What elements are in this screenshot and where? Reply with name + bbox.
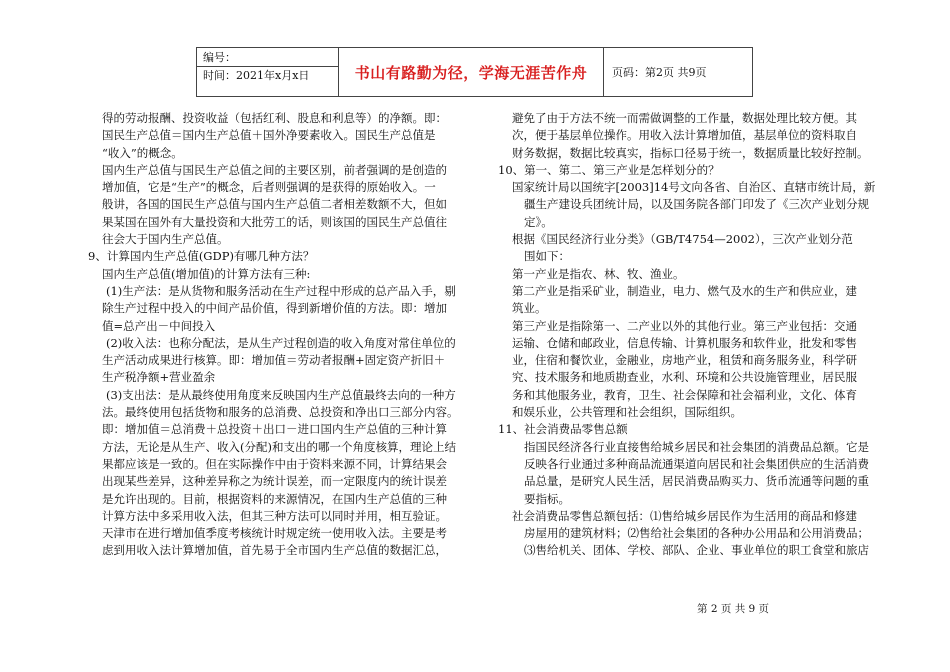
text-line: 国内生产总值与国民生产总值之间的主要区别，前者强调的是创造的 bbox=[102, 162, 447, 177]
section-heading: 11、社会消费品零售总额 bbox=[498, 422, 628, 437]
text-line: 果都应该是一致的。但在实际操作中由于资料来源不同，计算结果会 bbox=[102, 456, 447, 471]
text-line: 生产税净额+营业盈余 bbox=[102, 370, 216, 385]
number-label: 编号： bbox=[203, 51, 236, 64]
text-line: 天津市在进行增加值季度考核统计时规定统一使用收入法。主要是考 bbox=[102, 526, 447, 541]
text-line: 国家统计局以国统字[2003]14号文向各省、自治区、直辖市统计局，新 bbox=[512, 180, 876, 195]
text-line: 社会消费品零售总额包括：⑴售给城乡居民作为生活用的商品和修建 bbox=[512, 508, 857, 523]
text-line: 疆生产建设兵团统计局，以及国务院各部门印发了《三次产业划分规 bbox=[524, 197, 869, 212]
text-line: 法。最终使用包括货物和服务的总消费、总投资和净出口三部分内容。 bbox=[102, 405, 459, 420]
text-line: 要指标。 bbox=[524, 491, 570, 506]
text-line: ⑶售给机关、团体、学校、部队、企业、事业单位的职工食堂和旅店 bbox=[524, 543, 869, 558]
text-line: 第二产业是指采矿业，制造业，电力、燃气及水的生产和供应业，建 bbox=[512, 283, 857, 298]
page-label: 页码：第2页 共9页 bbox=[612, 66, 707, 79]
text-line: 筑业。 bbox=[512, 301, 547, 316]
time-label: 时间：2021年x月x日 bbox=[203, 69, 310, 82]
text-line: 生产活动成果进行核算。即：增加值＝劳动者报酬+固定资产折旧＋ bbox=[102, 353, 446, 368]
text-line: 业，住宿和餐饮业，金融业，房地产业，租赁和商务服务业，科学研 bbox=[512, 353, 857, 368]
text-line: (3)支出法：是从最终使用角度来反映国内生产总值最终去向的一种方 bbox=[106, 387, 456, 402]
section-heading: 9、计算国内生产总值(GDP)有哪几种方法？ bbox=[88, 249, 315, 264]
text-line: 避免了由于方法不统一而需做调整的工作量，数据处理比较方便。其 bbox=[512, 111, 857, 125]
text-line: 即：增加值＝总消费＋总投资＋出口－进口国内生产总值的三种计算 bbox=[102, 422, 447, 437]
text-line: 增加值，它是“生产”的概念，后者则强调的是获得的原始收入。一 bbox=[102, 180, 436, 195]
right-column bbox=[498, 110, 878, 560]
text-line: 究、技术服务和地质勘查业，水利、环境和公共设施管理业，居民服 bbox=[512, 370, 857, 385]
text-line: 方法，无论是从生产、收入(分配)和支出的哪一个角度核算，理论上结 bbox=[102, 439, 456, 454]
text-line: 定》。 bbox=[524, 214, 553, 229]
text-line: 品总量，是研究人民生活，居民消费品购买力、货币流通等问题的重 bbox=[524, 474, 869, 489]
text-line: 运输、仓储和邮政业，信息传输、计算机服务和软件业，批发和零售 bbox=[512, 335, 857, 350]
section-heading: 10、第一、第二、第三产业是怎样划分的？ bbox=[498, 162, 720, 177]
text-line: 果某国在国外有大量投资和大批劳工的话，则该国的国民生产总值往 bbox=[102, 214, 447, 229]
left-column bbox=[88, 110, 474, 560]
text-line: 是允许出现的。目前，根据资料的来源情况，在国内生产总值的三种 bbox=[102, 491, 447, 506]
page-footer: 第 2 页 共 9 页 bbox=[697, 603, 770, 615]
text-line: 围如下： bbox=[524, 249, 570, 264]
text-line: 得的劳动报酬、投资收益（包括红利、股息和利息等）的净额。即： bbox=[102, 111, 447, 125]
text-line: 第三产业是指除第一、二产业以外的其他行业。第三产业包括：交通 bbox=[512, 318, 857, 333]
motto: 书山有路勤为径，学海无涯苦作舟 bbox=[354, 63, 588, 82]
text-line: 出现某些差异，这种差异称之为统计误差，而一定限度内的统计误差 bbox=[102, 474, 447, 489]
page-header bbox=[196, 47, 753, 97]
text-line: 除生产过程中投入的中间产品价值，得到新增价值的方法。即：增加 bbox=[102, 301, 447, 316]
text-line: 和娱乐业，公共管理和社会组织，国际组织。 bbox=[512, 405, 742, 420]
header-divider bbox=[197, 66, 338, 67]
header-motto-cell bbox=[339, 48, 604, 96]
text-line: (2)收入法：也称分配法，是从生产过程创造的收入角度对常住单位的 bbox=[106, 335, 456, 350]
header-page-cell bbox=[604, 48, 752, 96]
text-line: 指国民经济各行业直接售给城乡居民和社会集团的消费品总额。它是 bbox=[524, 439, 869, 454]
text-line: 财务数据，数据比较真实，指标口径易于统一，数据质量比较好控制。 bbox=[512, 145, 869, 160]
text-line: “收入”的概念。 bbox=[102, 145, 183, 160]
text-line: (1)生产法：是从货物和服务活动在生产过程中形成的总产品入手，剔 bbox=[106, 283, 456, 298]
text-line: 国内生产总值(增加值)的计算方法有三种: bbox=[102, 266, 311, 281]
text-line: 值=总产出－中间投入 bbox=[102, 318, 216, 333]
text-line: 次，便于基层单位操作。用收入法计算增加值，基层单位的资料取自 bbox=[512, 128, 857, 143]
text-line: 国民生产总值＝国内生产总值＋国外净要素收入。国民生产总值是 bbox=[102, 128, 436, 143]
text-line: 往会大于国内生产总值。 bbox=[102, 232, 229, 247]
text-line: 计算方法中多采用收入法，但其三种方法可以同时并用，相互验证。 bbox=[102, 508, 447, 523]
header-meta bbox=[197, 48, 339, 96]
text-line: 反映各行业通过多种商品流通渠道向居民和社会集团供应的生活消费 bbox=[524, 456, 869, 471]
text-line: 第一产业是指农、林、牧、渔业。 bbox=[512, 266, 685, 281]
text-line: 虑到用收入法计算增加值，首先易于全市国内生产总值的数据汇总， bbox=[102, 543, 447, 558]
text-line: 务和其他服务业，教育，卫生、社会保障和社会福利业，文化、体育 bbox=[512, 387, 857, 402]
text-line: 般讲，各国的国民生产总值与国内生产总值二者相差数额不大，但如 bbox=[102, 197, 447, 212]
text-line: 根据《国民经济行业分类》（GB/T4754—2002），三次产业划分范 bbox=[512, 232, 853, 247]
text-line: 房屋用的建筑材料；⑵售给社会集团的各种办公用品和公用消费品； bbox=[524, 526, 869, 541]
